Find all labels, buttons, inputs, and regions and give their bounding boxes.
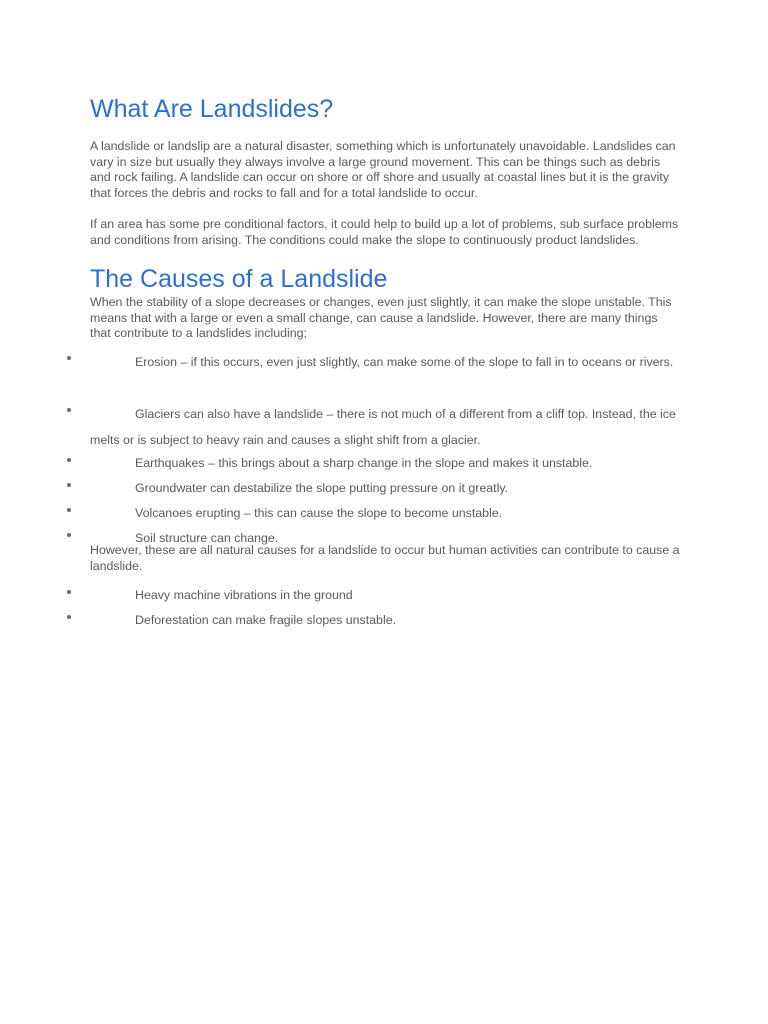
bullet-icon [67, 356, 71, 360]
human-causes-list [0, 583, 768, 633]
list-item-text: Erosion – if this occurs, even just slightly, can make some of the slope to fall in to oceans or rivers. [135, 355, 674, 369]
bullet-icon [67, 590, 71, 594]
intro-paragraph: A landslide or landslip are a natural disaster, something which is unfortunately unavoidable. Landslides can vary in size but usually they always involve a large ground movement. This can be things such as debris and rock failing. A landslide can occur on shore or off shore and usually at coastal lines but it is the gravity that forces the debris and rocks to fall and for a total landslide to occur. [90, 139, 676, 201]
intro-paragraph-conditions: If an area has some pre conditional factors, it could help to build up a lot of problems, sub surface problems and conditions from arising. The conditions could make the slope to continuously product landslides. [90, 217, 679, 247]
bullet-icon [67, 458, 71, 462]
bullet-icon [67, 408, 71, 412]
list-item [0, 476, 768, 501]
bullet-icon [67, 508, 71, 512]
causes-heading: The Causes of a Landslide [90, 265, 388, 293]
list-item [0, 583, 768, 608]
bullet-icon [67, 615, 71, 619]
causes-paragraph: When the stability of a slope decreases or changes, even just slightly, it can make the slope unstable. This means that with a large or even a small change, can cause a landslide. However, there are many things that contribute to a landslides including; [90, 295, 672, 341]
list-item-text: Heavy machine vibrations in the ground [135, 588, 353, 602]
bullet-icon [67, 533, 71, 537]
list-item-text: Earthquakes – this brings about a sharp change in the slope and makes it unstable. [135, 456, 593, 470]
list-item [0, 349, 768, 401]
list-item-text: Glaciers can also have a landslide – there is not much of a different from a cliff top. Instead, the ice melts or is subject to heavy rain and causes a slight shift from a glacier. [90, 407, 676, 447]
list-item-text: Volcanoes erupting – this can cause the slope to become unstable. [135, 506, 503, 520]
list-item [0, 608, 768, 633]
bullet-icon [67, 483, 71, 487]
list-item-text: Groundwater can destabilize the slope putting pressure on it greatly. [135, 481, 509, 495]
list-item [0, 501, 768, 526]
natural-causes-list [0, 349, 768, 551]
page-title: What Are Landslides? [90, 95, 334, 123]
list-item [0, 401, 768, 451]
list-item-text: Deforestation can make fragile slopes unstable. [135, 613, 397, 627]
list-item [0, 451, 768, 476]
list-item-text: Soil structure can change. [135, 531, 279, 545]
human-causes-paragraph: However, these are all natural causes for a landslide to occur but human activities can contribute to cause a landslide. [90, 543, 680, 573]
